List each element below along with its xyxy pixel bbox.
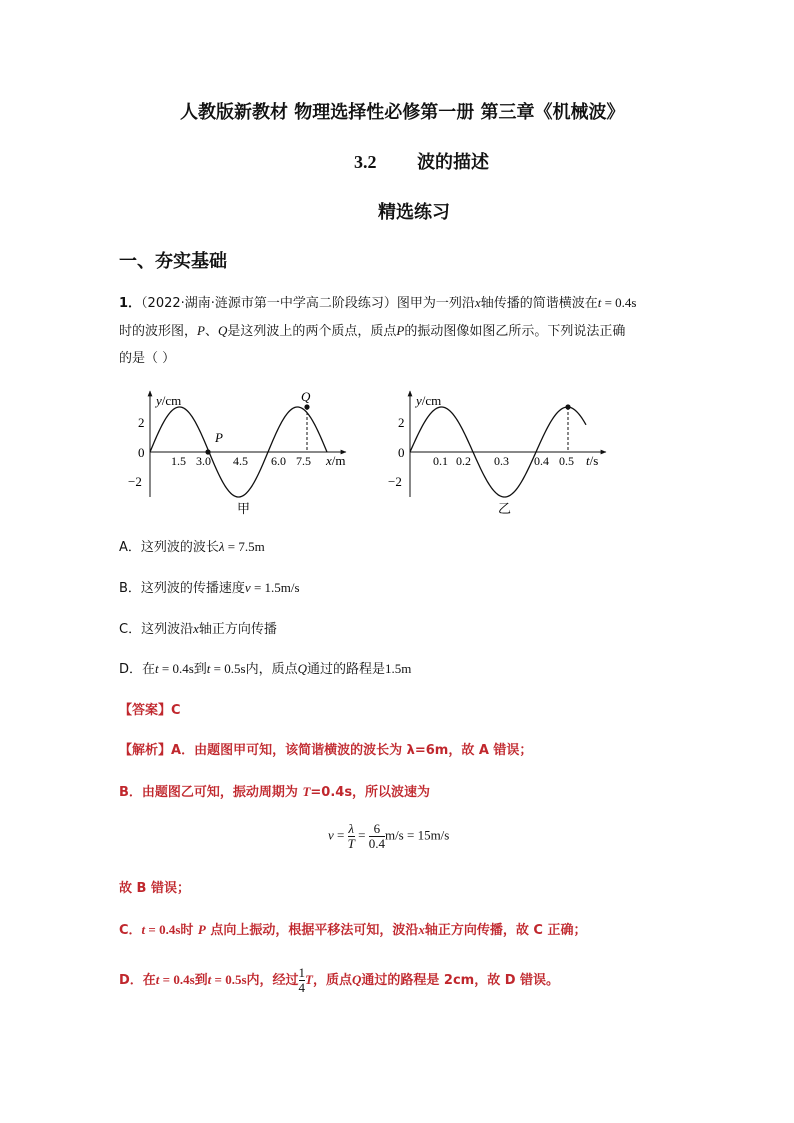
var-t: t — [155, 972, 160, 987]
var-x: x — [418, 922, 425, 937]
point-p-label: P — [215, 430, 223, 445]
option-d — [119, 660, 411, 679]
var-T: T — [302, 784, 311, 799]
section-title — [354, 148, 489, 174]
analysis-text: 轴正方向传播，故 C 正确； — [424, 923, 587, 938]
fraction-lambda-over-T — [348, 822, 355, 851]
analysis-line-b — [119, 783, 430, 802]
analysis-text: 点向上振动，根据平移法可知，波沿 — [205, 923, 419, 938]
document-title: 人教版新教材 物理选择性必修第一册 第三章《机械波》 — [180, 102, 625, 123]
t-value: = 0.4s — [601, 295, 637, 310]
question-line-3: 的是（ ） — [119, 351, 176, 366]
analysis-line-c — [119, 921, 587, 940]
var-x: x — [193, 621, 199, 636]
stem-text: 、 — [204, 324, 218, 339]
y-axis-label — [414, 393, 441, 408]
option-value: = 7.5m — [224, 539, 265, 554]
figure-vibration-graph — [390, 385, 620, 520]
option-text: A．这列波的波长 — [119, 540, 219, 555]
option-text: 轴正方向传播 — [198, 622, 277, 637]
numerator: 1 — [298, 965, 306, 980]
option-text: D．在 — [119, 662, 156, 677]
t-value: = 0.5s — [211, 972, 247, 987]
x-tick-label: 0.4 — [534, 454, 549, 468]
equals: = — [333, 827, 348, 843]
y-tick-label: 0 — [138, 445, 145, 460]
var-lambda: λ — [218, 539, 225, 554]
answer-value: C — [171, 703, 181, 718]
end-point-dot — [565, 404, 570, 409]
t-value: = 0.4s — [158, 661, 194, 676]
t-unit: /s — [589, 453, 599, 468]
stem-text: 的振动图像如图乙所示。下列说法正确 — [404, 324, 626, 339]
option-a — [119, 538, 265, 557]
analysis-text: B．由题图乙可知，振动周期为 — [119, 785, 303, 800]
denominator: 0.4 — [368, 836, 385, 851]
t-var: t — [586, 453, 590, 468]
t-value: = 0.5s — [210, 661, 246, 676]
var-P: P — [396, 323, 405, 338]
x-axis-label — [325, 453, 346, 468]
x-tick-label: 7.5 — [296, 454, 311, 468]
var-t: t — [597, 295, 602, 310]
option-text: C．这列波沿 — [119, 622, 194, 637]
analysis-text: ，质点 — [312, 973, 352, 988]
var-Q: Q — [217, 323, 228, 338]
y-axis-label — [154, 393, 181, 408]
question-number: 1． — [119, 296, 142, 311]
var-v: v — [328, 827, 334, 843]
x-tick-label: 0.5 — [559, 454, 574, 468]
var-Q: Q — [297, 661, 307, 676]
var-P: P — [197, 323, 205, 338]
question-source: （2022·湖南·涟源市第一中学高二阶段练习） — [141, 296, 397, 311]
fraction-6-over-0.4 — [369, 822, 385, 851]
y-var: y — [156, 393, 162, 408]
var-T: T — [305, 972, 313, 987]
option-value: = 1.5m/s — [250, 580, 300, 595]
answer-line — [119, 702, 181, 720]
equation-result: m/s = 15m/s — [384, 827, 450, 843]
analysis-label: 【解析】 — [119, 743, 172, 758]
y-unit: /cm — [421, 393, 442, 408]
point-q-dot — [304, 404, 309, 409]
option-text: B．这列波的传播速度 — [119, 581, 245, 596]
point-q-label: Q — [301, 389, 311, 404]
x-tick-label: 0.3 — [494, 454, 509, 468]
option-c — [119, 620, 277, 639]
var-P: P — [197, 922, 206, 937]
figure-wave-graph — [120, 385, 360, 520]
y-tick-label: 2 — [398, 415, 405, 430]
question-line-1 — [119, 294, 636, 313]
var-x: x — [474, 295, 481, 310]
analysis-text: C． — [119, 923, 142, 938]
section-name: 波的描述 — [417, 152, 490, 173]
part-heading: 一、夯实基础 — [119, 251, 227, 272]
t-value: = 0.4s — [159, 972, 195, 987]
var-t: t — [141, 922, 146, 937]
figure-caption: 乙 — [498, 501, 512, 516]
x-tick-label: 4.5 — [233, 454, 248, 468]
analysis-text: A．由题图甲可知，该简谐横波的波长为 λ=6m，故 A 错误； — [171, 743, 533, 758]
option-text: 到 — [193, 662, 207, 677]
analysis-line-a — [119, 742, 532, 760]
question-line-2 — [119, 322, 625, 341]
section-number: 3.2 — [354, 152, 377, 172]
figure-caption: 甲 — [237, 501, 251, 516]
x-var: x — [326, 453, 332, 468]
y-tick-label: 0 — [398, 445, 405, 460]
equals: = — [354, 827, 369, 843]
denominator: 4 — [298, 980, 306, 995]
x-tick-label: 0.1 — [433, 454, 448, 468]
answer-label: 【答案】 — [119, 703, 172, 718]
x-tick-label: 0.2 — [456, 454, 471, 468]
stem-text: 是这列波上的两个质点，质点 — [227, 324, 397, 339]
y-tick-label: −2 — [128, 474, 142, 489]
denominator: T — [347, 836, 355, 851]
analysis-text: 通过的路程是 2cm，故 D 错误。 — [361, 973, 560, 988]
x-tick-label: 3.0 — [196, 454, 211, 468]
y-tick-label: 2 — [138, 415, 145, 430]
var-t: t — [155, 661, 159, 676]
analysis-text: =0.4s，所以波速为 — [310, 785, 431, 800]
analysis-text: 时 — [180, 923, 198, 938]
x-tick-label: 1.5 — [171, 454, 186, 468]
stem-text: 时的波形图， — [119, 324, 198, 339]
var-Q: Q — [351, 972, 362, 987]
var-t: t — [207, 972, 212, 987]
y-unit: /cm — [161, 393, 182, 408]
t-value: = 0.4s — [145, 922, 181, 937]
analysis-line-d — [119, 966, 559, 995]
option-value: 1.5m — [384, 661, 412, 676]
option-text: 通过的路程是 — [306, 662, 385, 677]
analysis-text: 到 — [194, 973, 208, 988]
x-tick-label: 6.0 — [271, 454, 286, 468]
stem-text: 图甲为一列沿 — [396, 296, 475, 311]
y-var: y — [416, 393, 422, 408]
numerator: 6 — [373, 821, 381, 836]
analysis-b-conclusion: 故 B 错误； — [119, 881, 190, 896]
page-subtitle: 精选练习 — [378, 202, 450, 223]
var-v: v — [244, 580, 251, 595]
option-b — [119, 579, 300, 598]
x-unit: /m — [331, 453, 346, 468]
analysis-text: 内，经过 — [246, 973, 299, 988]
y-tick-label: −2 — [388, 474, 402, 489]
velocity-equation — [328, 822, 449, 851]
stem-text: 轴传播的简谐横波在 — [480, 296, 598, 311]
analysis-text: D．在 — [119, 973, 156, 988]
option-text: 内，质点 — [245, 662, 298, 677]
var-t: t — [206, 661, 211, 676]
numerator: λ — [348, 821, 355, 836]
t-axis-label — [586, 453, 598, 468]
